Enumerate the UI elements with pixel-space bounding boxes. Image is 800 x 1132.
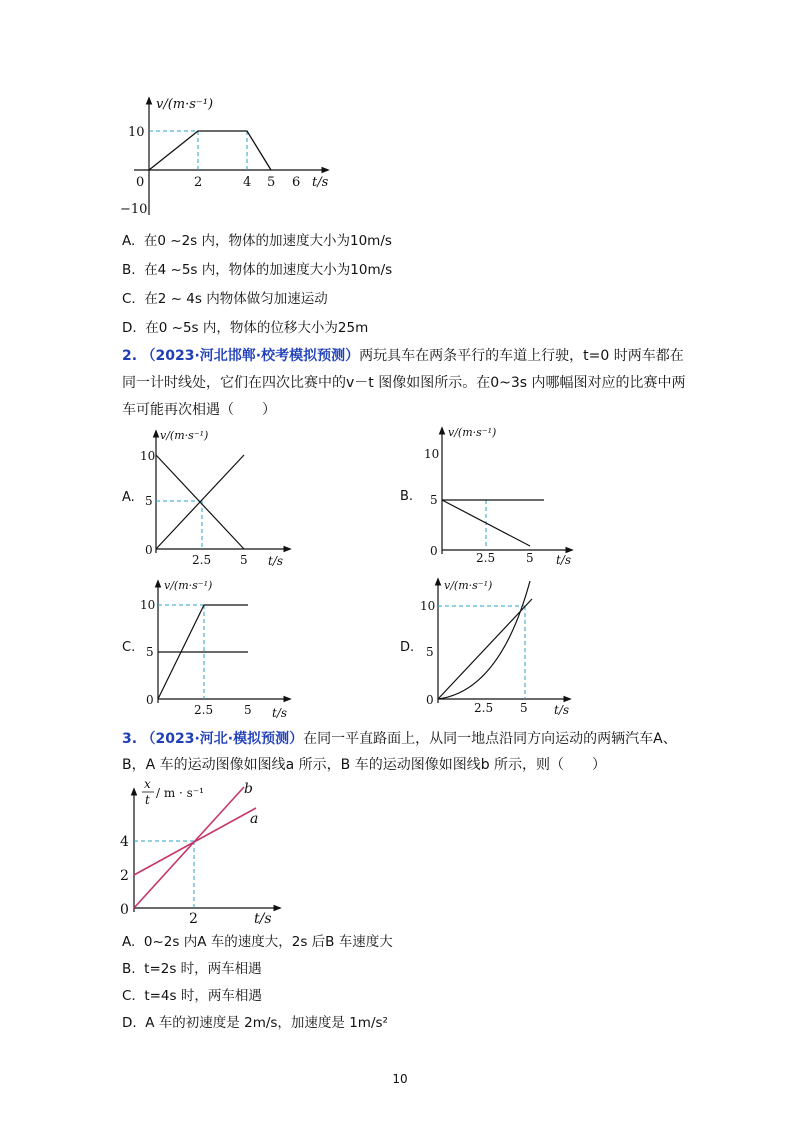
- svg-text:/ m · s⁻¹: / m · s⁻¹: [156, 786, 204, 800]
- svg-text:5: 5: [430, 493, 438, 507]
- svg-text:v/(m·s⁻¹): v/(m·s⁻¹): [160, 429, 209, 442]
- svg-text:10: 10: [140, 449, 156, 463]
- svg-text:10: 10: [140, 598, 156, 612]
- q1-ylabel: v/(m·s⁻¹): [156, 97, 214, 112]
- svg-text:0: 0: [146, 693, 154, 707]
- q1-velocity-line: [149, 131, 271, 170]
- q2-graph-a-letter: A.: [122, 490, 135, 505]
- q1-xtick-2: 2: [194, 175, 203, 190]
- svg-text:2.5: 2.5: [474, 701, 494, 715]
- svg-text:0: 0: [430, 544, 438, 558]
- q2-graph-b-letter: B.: [400, 489, 414, 504]
- q2-stem-line2: 同一计时线处，它们在四次比赛中的v－t 图像如图所示。在0~3s 内哪幅图对应的比赛中两: [122, 375, 686, 391]
- q1-xlabel: t/s: [312, 175, 329, 190]
- q2-graph-d-letter: D.: [400, 640, 415, 655]
- svg-text:v/(m·s⁻¹): v/(m·s⁻¹): [448, 426, 497, 439]
- svg-text:0: 0: [120, 902, 129, 918]
- q3-option-a: A. 0~2s 内A 车的速度大，2s 后B 车速度大: [122, 934, 393, 950]
- page-number: 10: [392, 1072, 408, 1086]
- q1-xtick-6: 6: [292, 175, 301, 190]
- q2-stem-line1: 2. （2023·河北邯郸·校考模拟预测）两玩具车在两条平行的车道上行驶，t=0 时两车都在: [122, 348, 684, 364]
- svg-text:5: 5: [240, 553, 248, 567]
- svg-text:10: 10: [424, 447, 440, 461]
- svg-text:2.5: 2.5: [194, 703, 214, 717]
- svg-text:5: 5: [526, 551, 534, 565]
- q3-option-d: D. A 车的初速度是 2m/s，加速度是 1m/s²: [122, 1015, 388, 1031]
- q2b-line-decreasing: [442, 500, 530, 546]
- q1-origin: 0: [136, 175, 145, 190]
- q3-graph: [116, 775, 286, 925]
- svg-text:t/s: t/s: [268, 554, 284, 568]
- svg-text:t: t: [145, 793, 150, 807]
- svg-text:5: 5: [244, 703, 252, 717]
- q1-option-c: C. 在2 ~ 4s 内物体做匀加速运动: [122, 291, 328, 307]
- svg-text:2.5: 2.5: [476, 551, 496, 565]
- q3-stem-line1: 3. （2023·河北·模拟预测）在同一平直路面上，从同一地点沿同方向运动的两辆汽车A、: [122, 731, 677, 747]
- svg-text:5: 5: [146, 645, 154, 659]
- q1-vt-graph: [118, 90, 338, 220]
- q3-option-b: B. t=2s 时，两车相遇: [122, 961, 262, 977]
- q1-option-a: A. 在0 ~2s 内，物体的加速度大小为10m/s: [122, 233, 392, 249]
- q2-graph-a: [140, 425, 300, 568]
- svg-text:v/(m·s⁻¹): v/(m·s⁻¹): [444, 579, 493, 592]
- q3-line-b: [134, 787, 244, 908]
- q1-xtick-4: 4: [243, 175, 252, 190]
- svg-text:5: 5: [145, 494, 153, 508]
- svg-text:x: x: [144, 777, 151, 791]
- svg-text:a: a: [250, 811, 259, 827]
- svg-text:2: 2: [120, 868, 129, 884]
- q2-graph-d: [420, 573, 590, 717]
- q1-xtick-5: 5: [267, 175, 276, 190]
- svg-text:t/s: t/s: [554, 703, 570, 717]
- q2d-line-straight: [438, 599, 532, 699]
- svg-text:t/s: t/s: [254, 911, 272, 927]
- svg-text:t/s: t/s: [556, 553, 572, 567]
- q2-graph-c: [140, 575, 310, 720]
- q2-stem-line3: 车可能再次相遇（ ）: [122, 402, 276, 418]
- q1-ytick-neg10: −10: [120, 202, 148, 217]
- svg-text:t/s: t/s: [272, 706, 288, 720]
- svg-text:4: 4: [120, 834, 129, 850]
- svg-text:2.5: 2.5: [192, 553, 212, 567]
- svg-text:0: 0: [145, 543, 153, 557]
- svg-text:5: 5: [520, 701, 528, 715]
- svg-text:2: 2: [189, 911, 198, 927]
- q3-stem-line2: B，A 车的运动图像如图线a 所示，B 车的运动图像如图线b 所示，则（ ）: [122, 757, 607, 773]
- q1-ytick-10: 10: [128, 125, 145, 140]
- svg-text:10: 10: [420, 599, 436, 613]
- svg-text:b: b: [244, 781, 253, 797]
- q1-option-b: B. 在4 ~5s 内，物体的加速度大小为10m/s: [122, 262, 393, 278]
- q3-option-c: C. t=4s 时，两车相遇: [122, 988, 262, 1004]
- q2-graph-b: [422, 422, 592, 567]
- q2d-curve: [438, 581, 530, 699]
- q2-graph-c-letter: C.: [122, 640, 136, 655]
- q1-option-d: D. 在0 ~5s 内，物体的位移大小为25m: [122, 320, 369, 336]
- svg-text:5: 5: [426, 645, 434, 659]
- svg-text:0: 0: [426, 693, 434, 707]
- svg-text:v/(m·s⁻¹): v/(m·s⁻¹): [164, 579, 213, 592]
